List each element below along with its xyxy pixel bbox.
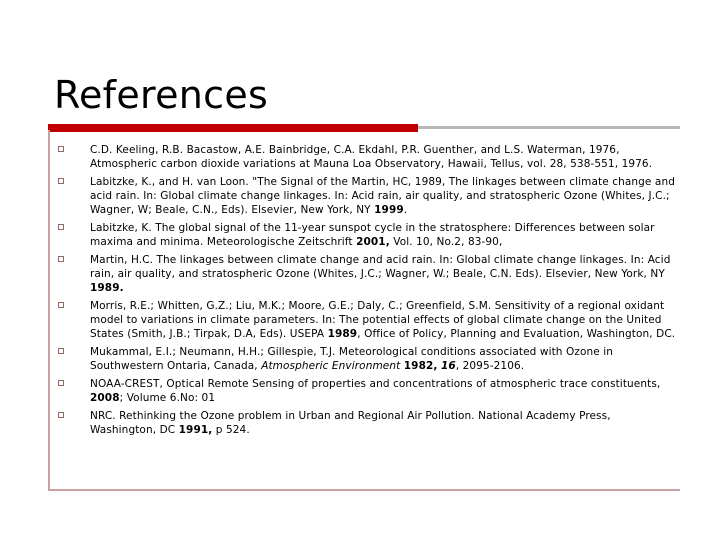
square-bullet-icon — [58, 348, 64, 354]
square-bullet-icon — [58, 224, 64, 230]
reference-item: Labitzke, K. The global signal of the 11-year sunspot cycle in the stratosphere: Differences between solar maxima and minima. Meteorologische Zeitschrift 2001, Vol. 10, No.2, 83-90, — [58, 221, 680, 249]
square-bullet-icon — [58, 178, 64, 184]
square-bullet-icon — [58, 256, 64, 262]
title-underline-gray — [418, 126, 680, 129]
square-bullet-icon — [58, 380, 64, 386]
title-underline-red — [48, 124, 418, 132]
page-title: References — [54, 73, 269, 117]
square-bullet-icon — [58, 302, 64, 308]
reference-item: C.D. Keeling, R.B. Bacastow, A.E. Bainbridge, C.A. Ekdahl, P.R. Guenther, and L.S. Waterman, 1976, Atmospheric carbon dioxide variations at Mauna Loa Observatory, Hawaii, Tellus, vol. 28, 538-551, 1976. — [58, 143, 680, 171]
square-bullet-icon — [58, 146, 64, 152]
reference-item: Martin, H.C. The linkages between climate change and acid rain. In: Global climate change linkages. In: Acid rain, air quality, and stratospheric Ozone (Whites, J.C.; Wagner, W.; Beale, C.N. Eds). Elsevier, New York, NY 1989. — [58, 253, 680, 295]
reference-item: Morris, R.E.; Whitten, G.Z.; Liu, M.K.; Moore, G.E.; Daly, C.; Greenfield, S.M. Sensitivity of a regional oxidant model to variations in climate parameters. In: The potential effects of global climate change on the United States (Smith, J.B.; Tirpak, D.A, Eds). USEPA 1989, Office of Policy, Planning and Evaluation, Washington, DC. — [58, 299, 680, 341]
reference-list — [58, 143, 680, 441]
bottom-divider — [48, 489, 680, 491]
reference-item: Mukammal, E.I.; Neumann, H.H.; Gillespie, T.J. Meteorological conditions associated with Ozone in Southwestern Ontaria, Canada, Atmospheric Environment 1982, 16, 2095-2106. — [58, 345, 680, 373]
reference-item: Labitzke, K., and H. van Loon. "The Signal of the Martin, HC, 1989, The linkages between climate change and acid rain. In: Global climate change linkages. In: Acid rain, air quality, and stratospheric Ozone (Whites, J.C.; Wagner, W; Beale, C.N., Eds). Elsevier, New York, NY 1999. — [58, 175, 680, 217]
reference-item: NOAA-CREST, Optical Remote Sensing of properties and concentrations of atmospheric trace constituents, 2008; Volume 6.No: 01 — [58, 377, 680, 405]
reference-item: NRC. Rethinking the Ozone problem in Urban and Regional Air Pollution. National Academy Press, Washington, DC 1991, p 524. — [58, 409, 680, 437]
square-bullet-icon — [58, 412, 64, 418]
left-border-line — [48, 130, 50, 491]
